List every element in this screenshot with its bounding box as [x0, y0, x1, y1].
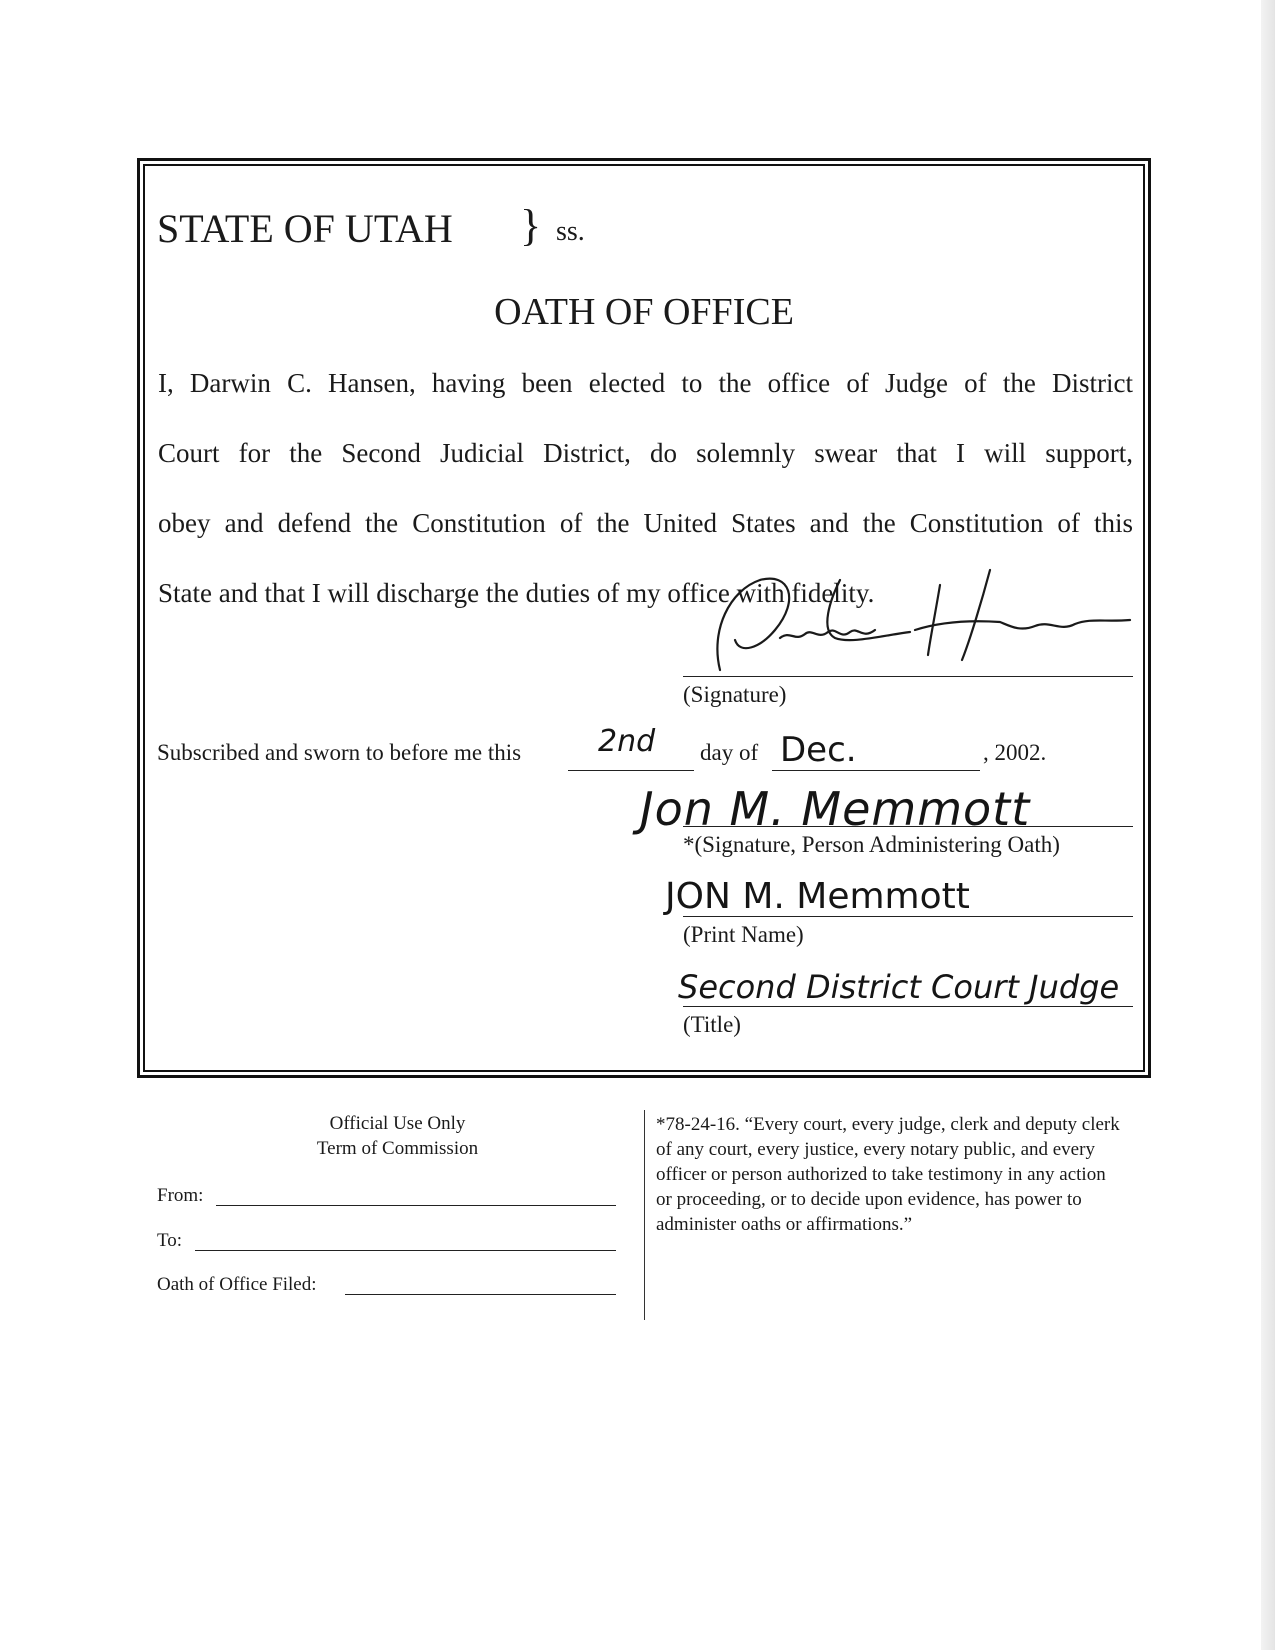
- state-heading: STATE OF UTAH: [157, 206, 453, 251]
- statute-footnote: *78-24-16. “Every court, every judge, clerk and deputy clerk of any court, every justice, every notary public, and every officer or person authorized to take testimony in any action or proceeding, or to decide upon evidence, has power to administer oaths or affirmations.”: [656, 1114, 1120, 1235]
- administrator-signature-line: [683, 826, 1133, 827]
- administrator-signature: Jon M. Memmott: [640, 782, 1031, 836]
- print-name-caption: (Print Name): [683, 922, 804, 947]
- official-use-heading: Official Use Only: [329, 1113, 466, 1134]
- administrator-signature-caption: *(Signature, Person Administering Oath): [683, 832, 1060, 857]
- page-edge: [1261, 0, 1275, 1650]
- oath-filed-label: Oath of Office Filed:: [157, 1274, 317, 1295]
- sworn-day: 2nd: [598, 724, 656, 759]
- print-name-line: [683, 916, 1133, 917]
- ss-abbreviation: ss.: [556, 216, 585, 247]
- administrator-title: Second District Court Judge: [678, 968, 1120, 1006]
- month-line: [772, 770, 980, 771]
- document-title: OATH OF OFFICE: [494, 291, 794, 333]
- title-line: [683, 1006, 1133, 1007]
- state-brace: }: [520, 201, 542, 250]
- signature-caption: (Signature): [683, 682, 787, 707]
- from-label: From:: [157, 1185, 204, 1206]
- footer-divider: [644, 1110, 645, 1320]
- oath-taker-signature-line: [683, 676, 1133, 677]
- oath-line-3: obey and defend the Constitution of the United States and the Constitution of this: [158, 508, 1133, 538]
- from-field-line[interactable]: [216, 1205, 616, 1206]
- oath-taker-signature: [690, 560, 1140, 690]
- term-of-commission-heading: Term of Commission: [316, 1138, 479, 1159]
- to-field-line[interactable]: [195, 1250, 616, 1251]
- sworn-month: Dec.: [780, 730, 857, 770]
- to-label: To:: [157, 1230, 183, 1251]
- oath-line-2: Court for the Second Judicial District, do solemnly swear that I will support,: [158, 438, 1133, 468]
- sworn-year: , 2002.: [983, 740, 1047, 765]
- administrator-print-name: JON M. Memmott: [665, 876, 970, 917]
- day-line: [568, 770, 694, 771]
- oath-line-1: I, Darwin C. Hansen, having been elected to the office of Judge of the District: [158, 368, 1133, 398]
- day-of-label: day of: [700, 740, 759, 765]
- oath-line-4: State and that I will discharge the duties of my office with fidelity.: [158, 578, 875, 608]
- title-caption: (Title): [683, 1012, 741, 1037]
- oath-filed-field-line[interactable]: [345, 1294, 616, 1295]
- sworn-prefix: Subscribed and sworn to before me this: [157, 740, 522, 765]
